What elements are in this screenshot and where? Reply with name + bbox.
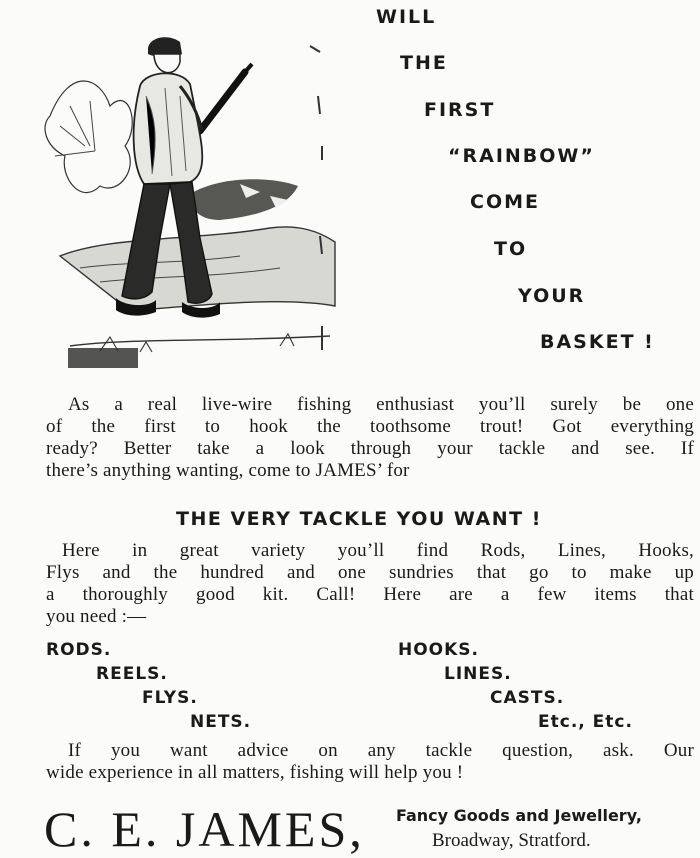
merchant-tagline: Fancy Goods and Jewellery,: [396, 806, 642, 825]
headline-line-3: FIRST: [424, 99, 496, 121]
intro-line: ready? Better take a look through your tackle and see. If: [46, 438, 694, 459]
intro-line: As a real live-wire fishing enthusiast you’ll surely be one: [68, 394, 694, 415]
headline-line-7: YOUR: [518, 285, 586, 307]
advice-line: wide experience in all matters, fishing will help you !: [46, 762, 464, 783]
headline-line-8: BASKET !: [540, 331, 655, 353]
advice-line: If you want advice on any tackle question, ask. Our: [68, 740, 694, 761]
item-lines: LINES.: [444, 664, 512, 684]
angler-illustration: [40, 6, 340, 370]
intro-line: of the first to hook the toothsome trout! Got everything: [46, 416, 694, 437]
advice-paragraph: [46, 740, 694, 784]
item-flys: FLYS.: [142, 688, 198, 708]
variety-line: Flys and the hundred and one sundries that go to make up: [46, 562, 694, 583]
item-rods: RODS.: [46, 640, 112, 660]
variety-paragraph: [46, 540, 694, 628]
item-casts: CASTS.: [490, 688, 565, 708]
variety-line: you need :—: [46, 606, 147, 627]
item-hooks: HOOKS.: [398, 640, 480, 660]
subheading: THE VERY TACKLE YOU WANT !: [176, 508, 542, 530]
variety-line: a thoroughly good kit. Call! Here are a few items that: [46, 584, 694, 605]
intro-line: there’s anything wanting, come to JAMES’ for: [46, 460, 410, 481]
item-etc: Etc., Etc.: [538, 712, 633, 732]
headline-line-2: THE: [400, 52, 448, 74]
item-nets: NETS.: [190, 712, 252, 732]
headline-line-1: WILL: [376, 6, 437, 28]
merchant-address: Broadway, Stratford.: [432, 830, 591, 851]
headline-line-6: TO: [494, 238, 528, 260]
merchant-name: C. E. JAMES,: [44, 801, 365, 857]
headline-line-5: COME: [470, 191, 540, 213]
intro-paragraph: [46, 394, 694, 482]
variety-line: Here in great variety you’ll find Rods, Lines, Hooks,: [62, 540, 694, 561]
item-reels: REELS.: [96, 664, 168, 684]
headline-line-4: “RAINBOW”: [448, 145, 595, 167]
